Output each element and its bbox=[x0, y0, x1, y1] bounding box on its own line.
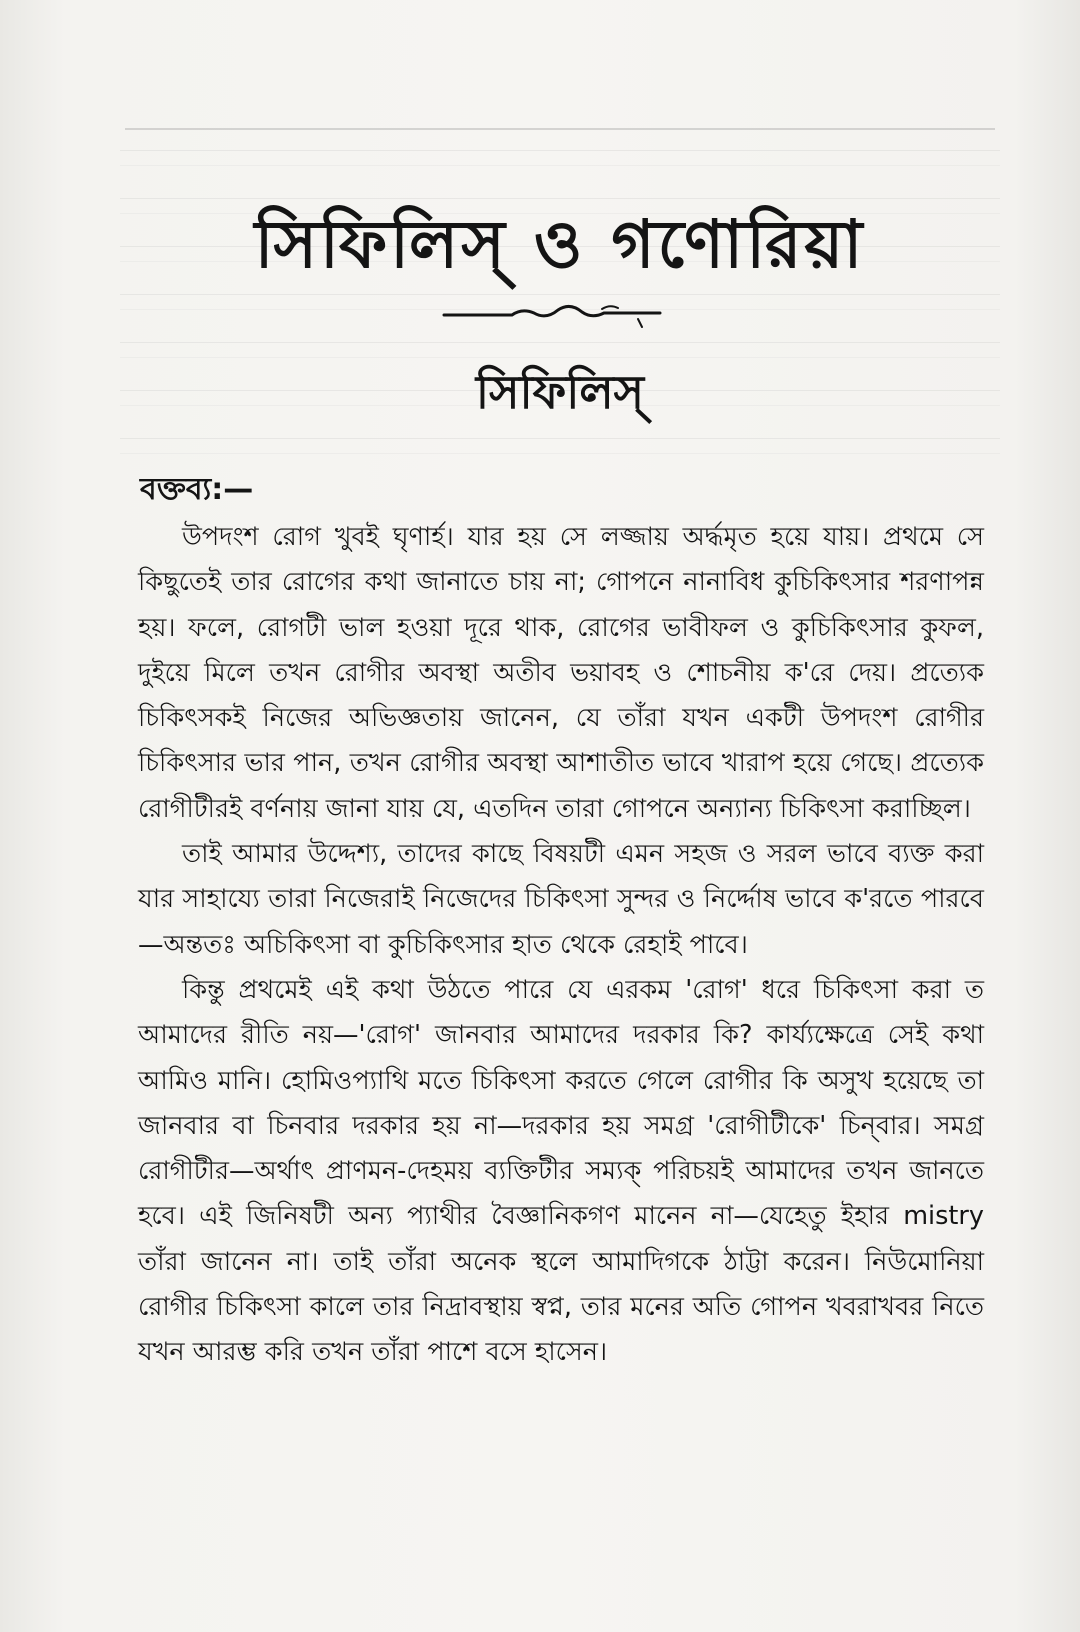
bleed-through-line bbox=[120, 342, 1000, 358]
divider-ornament bbox=[442, 300, 662, 328]
running-head bbox=[125, 82, 995, 130]
body-text bbox=[138, 515, 984, 1376]
paragraph: উপদংশ রোগ খুবই ঘৃণার্হ। যার হয় সে লজ্জায় অর্দ্ধমৃত হয়ে যায়। প্রথমে সে কিছুতেই তার রোগের কথা জানাতে চায় না; গোপনে নানাবিধ কুচিকিৎসার শরণাপন্ন হয়। ফলে, রোগটী ভাল হওয়া দূরে থাক, রোগের ভাবীফল ও কুচিকিৎসার কুফল, দুইয়ে মিলে তখন রোগীর অবস্থা অতীব ভয়াবহ ও শোচনীয় ক'রে দেয়। প্রত্যেক চিকিৎসকই নিজের অভিজ্ঞতায় জানেন, যে তাঁরা যখন একটী উপদংশ রোগীর চিকিৎসার ভার পান, তখন রোগীর অবস্থা আশাতীত ভাবে খারাপ হয়ে গেছে। প্রত্যেক রোগীটীরই বর্ণনায় জানা যায় যে, এতদিন তারা গোপনে অন্যান্য চিকিৎসা করাচ্ছিল। bbox=[138, 522, 984, 824]
page-title: সিফিলিস্ ও গণোরিয়া bbox=[254, 206, 866, 283]
bleed-through-line bbox=[120, 150, 1000, 166]
bleed-through-line bbox=[120, 438, 1000, 454]
paragraph: তাই আমার উদ্দেশ্য, তাদের কাছে বিষয়টী এমন সহজ ও সরল ভাবে ব্যক্ত করা যার সাহায্যে তারা নিজেরাই নিজেদের চিকিৎসা সুন্দর ও নির্দ্দোষ ভাবে ক'রতে পারবে—অন্ততঃ অচিকিৎসা বা কুচিকিৎসার হাত থেকে রেহাই পাবে। bbox=[138, 839, 984, 960]
section-title: সিফিলিস্ bbox=[475, 365, 645, 419]
subheading: বক্তব্য:— bbox=[140, 472, 254, 507]
paragraph: কিন্তু প্রথমেই এই কথা উঠতে পারে যে এরকম 'রোগ' ধরে চিকিৎসা করা ত আমাদের রীতি নয়—'রোগ' জানবার আমাদের দরকার কি? কার্য্যক্ষেত্রে সেই কথা আমিও মানি। হোমিওপ্যাথি মতে চিকিৎসা করতে গেলে রোগীর কি অসুখ হয়েছে তা জানবার বা চিনবার দরকার হয় না—দরকার হয় সমগ্র 'রোগীটীকে' চিন্‌বার। সমগ্র রোগীটীর—অর্থাৎ প্রাণমন-দেহময় ব্যক্তিটীর সম্যক্ পরিচয়ই আমাদের তখন জানতে হবে। এই জিনিষটী অন্য প্যাথীর বৈজ্ঞানিকগণ মানেন না—যেহেতু ইহার mistry তাঁরা জানেন না। তাই তাঁরা অনেক স্থলে আমাদিগকে ঠাট্টা করেন। নিউমোনিয়া রোগীর চিকিৎসা কালে তার নিদ্রাবস্থায় স্বপ্ন, তার মনের অতি গোপন খবরাখবর নিতে যখন আরম্ভ করি তখন তাঁরা পাশে বসে হাসেন। bbox=[138, 974, 984, 1368]
